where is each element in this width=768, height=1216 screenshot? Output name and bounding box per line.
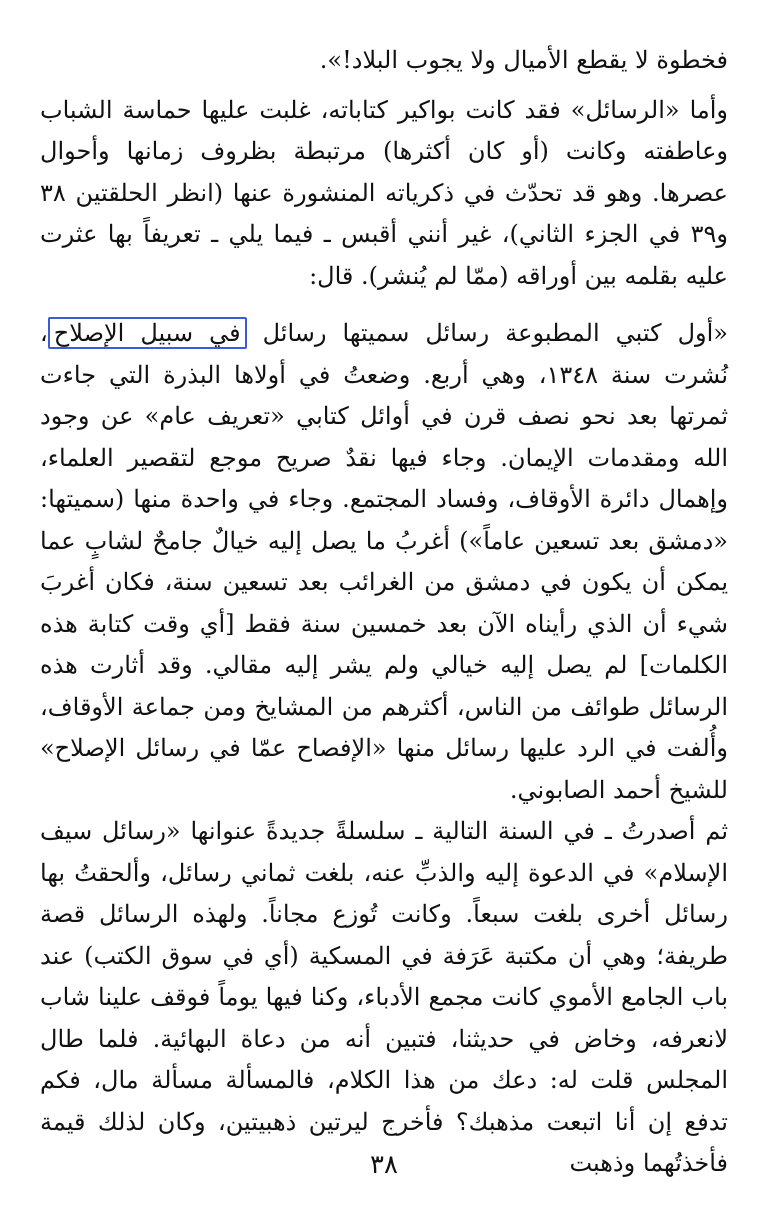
paragraph-3-start: «أول كتبي المطبوعة رسائل سميتها رسائل — [262, 319, 728, 347]
book-page — [40, 40, 729, 1177]
paragraph-4: ثم أصدرتُ ـ في السنة التالية ـ سلسلةً جديدةً عنوانها «رسائل سيف الإسلام» في الدعوة إليه والذبِّ عنه، بلغت ثماني رسائل، وألحقتُ بها رسائل أخرى بلغت سبعاً. وكانت تُوزع مجاناً. ولهذه الرسائل قصة طريفة؛ وهي أن مكتبة عَرَفة في المسكية (أي في سوق الكتب) عند باب الجامع الأموي كانت مجمع الأدباء، وكنا فيها يوماً فوقف علينا شاب لانعرفه، وخاض في حديثنا، فتبين أنه من دعاة البهائية. فلما طال المجلس قلت له: دعك من هذا الكلام، فالمسألة مسألة مال، فكم تدفع إن أنا اتبعت مذهبك؟ فأخرج ليرتين ذهبيتين، وكان لذلك قيمة فأخذتُهما وذهبت — [40, 817, 728, 1177]
page-number: ٣٨ — [370, 1150, 398, 1180]
highlighted-title: في سبيل الإصلاح — [48, 317, 247, 349]
paragraph-3-rest: ، نُشرت سنة ١٣٤٨، وهي أربع. وضعتُ في أولاها البذرة التي جاءت ثمرتها بعد نحو نصف قرن في أوائل كتابي «تعريف عام» عن وجود الله ومقدمات الإيمان. وجاء فيها نقدٌ صريح موجع لتقصير العلماء، وإهمال دائرة الأوقاف، وفساد المجتمع. وجاء في واحدة منها (سميتها: «دمشق بعد تسعين عاماً») أغربُ ما يصل إليه خيالٌ جامحٌ لشابٍ عما يمكن أن يكون في دمشق من الغرائب بعد تسعين سنة، فكان أغربَ شيء أن الذي رأيناه الآن بعد خمسين سنة فقط [أي وقت كتابة هذه الكلمات] لم يصل إليه خيالي ولم يشر إليه مقالي. وقد أثارت هذه الرسائل طوائف من الناس، أكثرهم من المشايخ ومن جماعة الأوقاف، وأُلفت في الرد عليها رسائل منها «الإفصاح عمّا في رسائل الإصلاح» للشيخ أحمد الصابوني. — [40, 319, 729, 804]
paragraph-3 — [40, 313, 728, 811]
paragraph-2: وأما «الرسائل» فقد كانت بواكير كتاباته، غلبت عليها حماسة الشباب وعاطفته وكانت (أو كان أكثرها) مرتبطة بظروف زمانها وأحوال عصرها. وهو قد تحدّث في ذكرياته المنشورة عنها (انظر الحلقتين ٣٨ و٣٩ في الجزء الثاني)، غير أنني أقبس ـ فيما يلي ـ تعريفاً بها عثرت عليه بقلمه بين أوراقه (ممّا لم يُنشر). قال: — [40, 95, 728, 290]
paragraph-1: فخطوة لا يقطع الأميال ولا يجوب البلاد!». — [319, 46, 728, 74]
